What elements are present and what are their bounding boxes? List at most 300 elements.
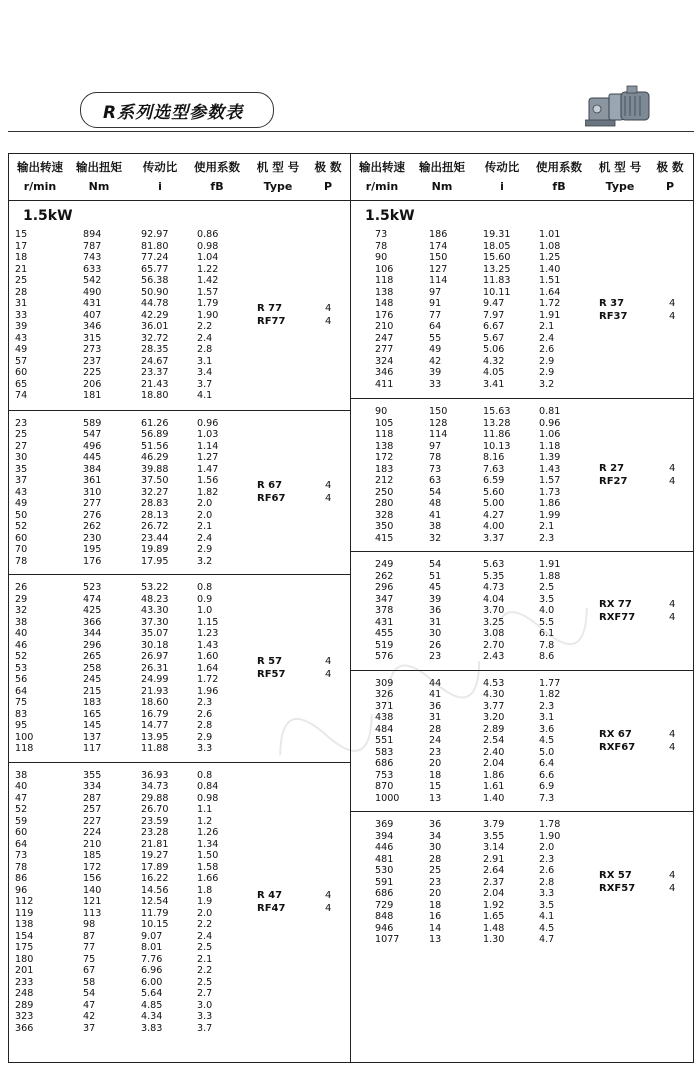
poles-value: 4: [325, 656, 332, 668]
speed-cell: 86: [15, 873, 28, 884]
ratio-cell: 44.78: [141, 298, 169, 309]
factor-cell: 2.5: [539, 582, 555, 593]
speed-cell: 60: [15, 532, 28, 544]
type-header: 机 型 号 Type: [598, 160, 642, 193]
torque-cell: 589: [83, 417, 102, 429]
factor-cell: 3.7: [197, 378, 213, 390]
ratio-cell: 2.54: [483, 735, 505, 746]
ratio-cell: 39.88: [141, 463, 169, 475]
torque-cell: 273: [83, 344, 102, 355]
model-block: [9, 229, 350, 410]
ratio-cell: 19.31: [483, 229, 511, 240]
factor-cell: 6.4: [539, 758, 555, 769]
torque-cell: 334: [83, 781, 102, 792]
torque-cell: 384: [83, 463, 102, 475]
table-row: [9, 628, 350, 640]
poles-value: 4: [325, 902, 332, 914]
model-block: [351, 398, 693, 552]
table-row: [351, 252, 693, 264]
ratio-cell: 28.83: [141, 498, 169, 509]
speed-cell: 17: [15, 240, 28, 252]
table-row: [9, 594, 350, 606]
speed-cell: 100: [15, 731, 34, 743]
ratio-cell: 29.88: [141, 792, 169, 804]
ratio-cell: 2.91: [483, 853, 505, 865]
speed-cell: 78: [15, 555, 28, 567]
ratio-cell: 5.67: [483, 332, 505, 344]
ratio-cell: 8.01: [141, 942, 163, 953]
table-row: [351, 758, 693, 770]
torque-cell: 14: [429, 922, 442, 934]
table-row: [9, 321, 350, 333]
torque-cell: 20: [429, 758, 442, 769]
speed-cell: 366: [15, 1022, 34, 1034]
ratio-cell: 77.24: [141, 252, 169, 263]
factor-cell: 1.1: [197, 804, 213, 815]
table-row: [351, 298, 693, 310]
table-row: [9, 873, 350, 885]
table-row: [9, 697, 350, 709]
torque-cell: 30: [429, 628, 442, 639]
table-row: [9, 896, 350, 908]
speed-cell: 154: [15, 930, 34, 942]
factor-cell: 1.25: [539, 252, 561, 263]
ratio-cell: 3.79: [483, 819, 505, 830]
ratio-cell: 1.92: [483, 899, 505, 911]
table-row: [9, 885, 350, 897]
ratio-cell: 2.43: [483, 651, 505, 662]
table-row: [9, 640, 350, 652]
speed-cell: 519: [375, 639, 394, 651]
table-row: [351, 418, 693, 430]
speed-cell: 95: [15, 720, 28, 731]
ratio-cell: 23.44: [141, 532, 169, 544]
torque-cell: 206: [83, 378, 102, 390]
torque-cell: 45: [429, 582, 442, 593]
table-row: [9, 275, 350, 287]
torque-cell: 49: [429, 344, 442, 355]
torque-cell: 547: [83, 429, 102, 440]
torque-cell: 67: [83, 965, 96, 976]
torque-cell: 277: [83, 498, 102, 509]
model-type-label: [599, 297, 627, 323]
table-row: [9, 816, 350, 828]
table-row: [9, 988, 350, 1000]
ratio-cell: 9.47: [483, 298, 505, 309]
factor-cell: 1.58: [197, 861, 219, 873]
ratio-cell: 21.43: [141, 378, 169, 390]
ratio-cell: 7.76: [141, 953, 163, 965]
table-row: [351, 487, 693, 499]
torque-cell: 23: [429, 876, 442, 888]
ratio-cell: 26.70: [141, 804, 169, 815]
table-row: [351, 498, 693, 510]
poles-value: 4: [669, 476, 676, 487]
factor-cell: 0.9: [197, 593, 213, 605]
torque-cell: 55: [429, 332, 442, 344]
ratio-cell: 3.70: [483, 605, 505, 616]
table-row: [351, 559, 693, 571]
ratio-cell: 14.56: [141, 884, 169, 896]
factor-cell: 2.9: [197, 731, 213, 743]
torque-cell: 224: [83, 827, 102, 838]
table-row: [351, 724, 693, 736]
factor-header: 使用系数 fB: [194, 160, 240, 193]
torque-cell: 176: [83, 555, 102, 567]
torque-cell: 172: [83, 861, 102, 873]
speed-cell: 40: [15, 781, 28, 792]
ratio-cell: 4.73: [483, 582, 505, 593]
table-row: [9, 367, 350, 379]
table-row: [9, 709, 350, 721]
torque-cell: 37: [83, 1022, 96, 1034]
table-row: [351, 406, 693, 418]
speed-cell: 347: [375, 593, 394, 605]
speed-cell: 15: [15, 229, 28, 240]
torque-cell: 18: [429, 769, 442, 781]
poles-value: 4: [669, 870, 676, 882]
table-row: [9, 310, 350, 322]
torque-cell: 787: [83, 240, 102, 252]
speed-cell: 38: [15, 769, 28, 781]
table-row: [351, 367, 693, 379]
ratio-cell: 26.97: [141, 651, 169, 662]
model-block: [9, 762, 350, 1043]
factor-cell: 2.6: [539, 344, 555, 355]
ratio-cell: 4.53: [483, 677, 505, 689]
table-row: [351, 321, 693, 333]
factor-cell: 3.2: [197, 555, 213, 567]
ratio-cell: 13.25: [483, 263, 511, 275]
torque-cell: 265: [83, 651, 102, 662]
torque-cell: 237: [83, 355, 102, 367]
factor-header: 使用系数 fB: [536, 160, 582, 193]
torque-cell: 431: [83, 298, 102, 309]
table-row: [351, 275, 693, 287]
factor-cell: 3.3: [197, 1011, 213, 1022]
factor-cell: 2.0: [197, 907, 213, 919]
torque-cell: 26: [429, 639, 442, 651]
ratio-cell: 3.83: [141, 1022, 163, 1034]
torque-cell: 361: [83, 475, 102, 486]
model-type-flange: RXF77: [599, 611, 636, 623]
factor-cell: 1.8: [197, 884, 213, 896]
ratio-cell: 11.83: [483, 275, 511, 286]
ratio-cell: 7.97: [483, 309, 505, 321]
ratio-cell: 11.88: [141, 743, 169, 754]
factor-cell: 4.5: [539, 922, 555, 934]
torque-cell: 165: [83, 708, 102, 720]
ratio-cell: 15.60: [483, 252, 511, 263]
torque-cell: 13: [429, 792, 442, 804]
factor-cell: 1.79: [197, 298, 219, 309]
speed-cell: 350: [375, 521, 394, 532]
table-row: [9, 674, 350, 686]
factor-cell: 0.96: [539, 417, 561, 429]
speed-cell: 52: [15, 804, 28, 815]
speed-cell: 118: [375, 429, 394, 440]
model-type-foot: R 67: [257, 480, 283, 492]
ratio-cell: 3.20: [483, 712, 505, 723]
ratio-cell: 13.95: [141, 731, 169, 743]
model-type-flange: RXF67: [599, 741, 636, 753]
poles-label: [669, 869, 675, 895]
table-row: [351, 475, 693, 487]
ratio-cell: 26.72: [141, 521, 169, 532]
table-row: [9, 498, 350, 510]
factor-cell: 2.9: [197, 544, 213, 555]
torque-cell: 257: [83, 804, 102, 815]
table-row: [351, 877, 693, 889]
factor-cell: 1.26: [197, 827, 219, 838]
speed-cell: 415: [375, 532, 394, 544]
speed-cell: 277: [375, 344, 394, 355]
model-type-foot: R 37: [599, 297, 625, 309]
torque-cell: 98: [83, 919, 96, 930]
model-type-flange: RXF57: [599, 883, 636, 895]
ratio-cell: 4.00: [483, 521, 505, 532]
ratio-cell: 23.59: [141, 815, 169, 827]
poles-label: [669, 598, 675, 624]
ratio-cell: 16.22: [141, 873, 169, 884]
table-row: [351, 865, 693, 877]
speed-cell: 262: [375, 570, 394, 582]
table-row: [351, 888, 693, 900]
table-row: [351, 781, 693, 793]
speed-cell: 249: [375, 559, 394, 570]
table-row: [351, 831, 693, 843]
model-type-label: [257, 479, 285, 505]
speed-cell: 201: [15, 965, 34, 976]
speed-cell: 530: [375, 865, 394, 876]
factor-cell: 0.8: [197, 769, 213, 781]
ratio-cell: 14.77: [141, 720, 169, 731]
speed-cell: 138: [375, 286, 394, 298]
factor-cell: 3.7: [197, 1022, 213, 1034]
speed-cell: 74: [15, 390, 28, 401]
model-type-label: [257, 655, 285, 681]
table-row: [351, 747, 693, 759]
torque-cell: 366: [83, 616, 102, 628]
poles-header: 极 数 P: [314, 160, 342, 193]
ratio-cell: 7.63: [483, 463, 505, 475]
table-row: [9, 781, 350, 793]
poles-header: 极 数 P: [656, 160, 684, 193]
factor-cell: 5.0: [539, 746, 555, 758]
poles-value: 4: [669, 598, 676, 610]
table-row: [351, 241, 693, 253]
factor-cell: 0.98: [197, 792, 219, 804]
ratio-cell: 53.22: [141, 582, 169, 593]
factor-cell: 0.96: [197, 417, 219, 429]
torque-cell: 31: [429, 616, 442, 628]
speed-cell: 96: [15, 884, 28, 896]
factor-cell: 3.5: [539, 899, 555, 911]
table-row: [9, 793, 350, 805]
ratio-cell: 5.00: [483, 498, 505, 509]
ratio-cell: 11.86: [483, 429, 511, 440]
torque-cell: 24: [429, 735, 442, 746]
factor-cell: 7.3: [539, 792, 555, 804]
speed-cell: 138: [375, 440, 394, 452]
table-row: [351, 533, 693, 545]
table-row: [351, 429, 693, 441]
poles-value: 4: [325, 493, 332, 505]
left-parameter-table: [8, 153, 351, 1063]
speed-cell: 686: [375, 758, 394, 769]
speed-cell: 455: [375, 628, 394, 639]
factor-cell: 2.1: [197, 953, 213, 965]
factor-cell: 1.51: [539, 275, 561, 286]
ratio-cell: 56.89: [141, 429, 169, 440]
speed-cell: 296: [375, 582, 394, 593]
poles-value: 4: [325, 316, 332, 328]
speed-cell: 176: [375, 309, 394, 321]
ratio-cell: 3.08: [483, 628, 505, 639]
factor-cell: 1.39: [539, 452, 561, 463]
speed-cell: 60: [15, 827, 28, 838]
ratio-cell: 32.27: [141, 486, 169, 498]
table-row: [351, 793, 693, 805]
table-row: [9, 544, 350, 556]
torque-cell: 32: [429, 532, 442, 544]
ratio-cell: 92.97: [141, 229, 169, 240]
torque-cell: 77: [429, 309, 442, 321]
torque-header: 输出扭矩 Nm: [76, 160, 122, 193]
ratio-cell: 36.93: [141, 769, 169, 781]
torque-cell: 75: [83, 953, 96, 965]
torque-cell: 16: [429, 911, 442, 922]
table-row: [351, 701, 693, 713]
ratio-cell: 36.01: [141, 321, 169, 332]
speed-cell: 323: [15, 1011, 34, 1022]
model-type-flange: RF57: [257, 669, 286, 681]
factor-cell: 2.7: [197, 988, 213, 999]
speed-cell: 30: [15, 452, 28, 463]
torque-cell: 315: [83, 332, 102, 344]
torque-header: 输出扭矩 Nm: [419, 160, 465, 193]
torque-cell: 230: [83, 532, 102, 544]
ratio-cell: 65.77: [141, 263, 169, 275]
table-row: [9, 252, 350, 264]
ratio-cell: 18.60: [141, 697, 169, 708]
ratio-cell: 37.30: [141, 616, 169, 628]
speed-cell: 481: [375, 853, 394, 865]
table-row: [351, 735, 693, 747]
factor-cell: 3.3: [539, 888, 555, 899]
factor-cell: 1.73: [539, 486, 561, 498]
factor-cell: 0.8: [197, 582, 213, 593]
factor-cell: 1.08: [539, 240, 561, 252]
torque-cell: 245: [83, 674, 102, 685]
table-row: [351, 651, 693, 663]
torque-cell: 41: [429, 689, 442, 700]
torque-cell: 137: [83, 731, 102, 743]
torque-cell: 36: [429, 605, 442, 616]
factor-cell: 1.18: [539, 440, 561, 452]
ratio-cell: 3.77: [483, 700, 505, 712]
torque-cell: 287: [83, 792, 102, 804]
table-row: [9, 770, 350, 782]
table-row: [351, 854, 693, 866]
torque-cell: 78: [429, 452, 442, 463]
table-row: [9, 651, 350, 663]
speed-cell: 43: [15, 332, 28, 344]
table-row: [351, 628, 693, 640]
speed-cell: 106: [375, 263, 394, 275]
factor-cell: 2.4: [197, 332, 213, 344]
speed-cell: 118: [15, 743, 34, 754]
torque-cell: 150: [429, 406, 448, 417]
ratio-cell: 11.79: [141, 907, 169, 919]
torque-cell: 128: [429, 417, 448, 429]
table-row: [9, 732, 350, 744]
factor-cell: 2.1: [539, 521, 555, 532]
factor-cell: 2.2: [197, 965, 213, 976]
model-type-flange: RF67: [257, 493, 286, 505]
ratio-cell: 10.11: [483, 286, 511, 298]
speed-cell: 35: [15, 463, 28, 475]
model-type-flange: RF47: [257, 902, 286, 914]
ratio-cell: 24.99: [141, 674, 169, 685]
speed-cell: 37: [15, 475, 28, 486]
torque-cell: 113: [83, 907, 102, 919]
ratio-cell: 17.89: [141, 861, 169, 873]
ratio-cell: 5.06: [483, 344, 505, 355]
table-row: [351, 344, 693, 356]
table-row: [9, 418, 350, 430]
table-row: [9, 663, 350, 675]
speed-cell: 73: [375, 229, 388, 240]
table-row: [351, 464, 693, 476]
factor-cell: 1.40: [539, 263, 561, 275]
torque-cell: 894: [83, 229, 102, 240]
torque-cell: 54: [83, 988, 96, 999]
speed-cell: 233: [15, 976, 34, 988]
factor-cell: 1.04: [197, 252, 219, 263]
torque-cell: 58: [83, 976, 96, 988]
torque-cell: 425: [83, 605, 102, 616]
table-row: [351, 521, 693, 533]
ratio-cell: 15.63: [483, 406, 511, 417]
table-row: [9, 605, 350, 617]
torque-cell: 25: [429, 865, 442, 876]
ratio-cell: 3.25: [483, 616, 505, 628]
factor-cell: 1.14: [197, 440, 219, 452]
speed-cell: 212: [375, 475, 394, 486]
table-row: [9, 356, 350, 368]
torque-cell: 38: [429, 521, 442, 532]
table-row: [351, 594, 693, 606]
poles-value: 4: [325, 480, 332, 492]
ratio-cell: 6.59: [483, 475, 505, 486]
speed-cell: 394: [375, 830, 394, 842]
table-row: [351, 689, 693, 701]
factor-cell: 2.8: [539, 876, 555, 888]
factor-cell: 2.4: [539, 332, 555, 344]
speed-cell: 247: [375, 332, 394, 344]
speed-cell: 50: [15, 509, 28, 521]
poles-value: 4: [669, 611, 676, 623]
torque-cell: 42: [429, 355, 442, 367]
table-row: [351, 842, 693, 854]
speed-cell: 21: [15, 263, 28, 275]
factor-cell: 1.9: [197, 896, 213, 907]
factor-cell: 1.22: [197, 263, 219, 275]
speed-cell: 446: [375, 842, 394, 853]
speed-cell: 1000: [375, 792, 400, 804]
torque-cell: 633: [83, 263, 102, 275]
